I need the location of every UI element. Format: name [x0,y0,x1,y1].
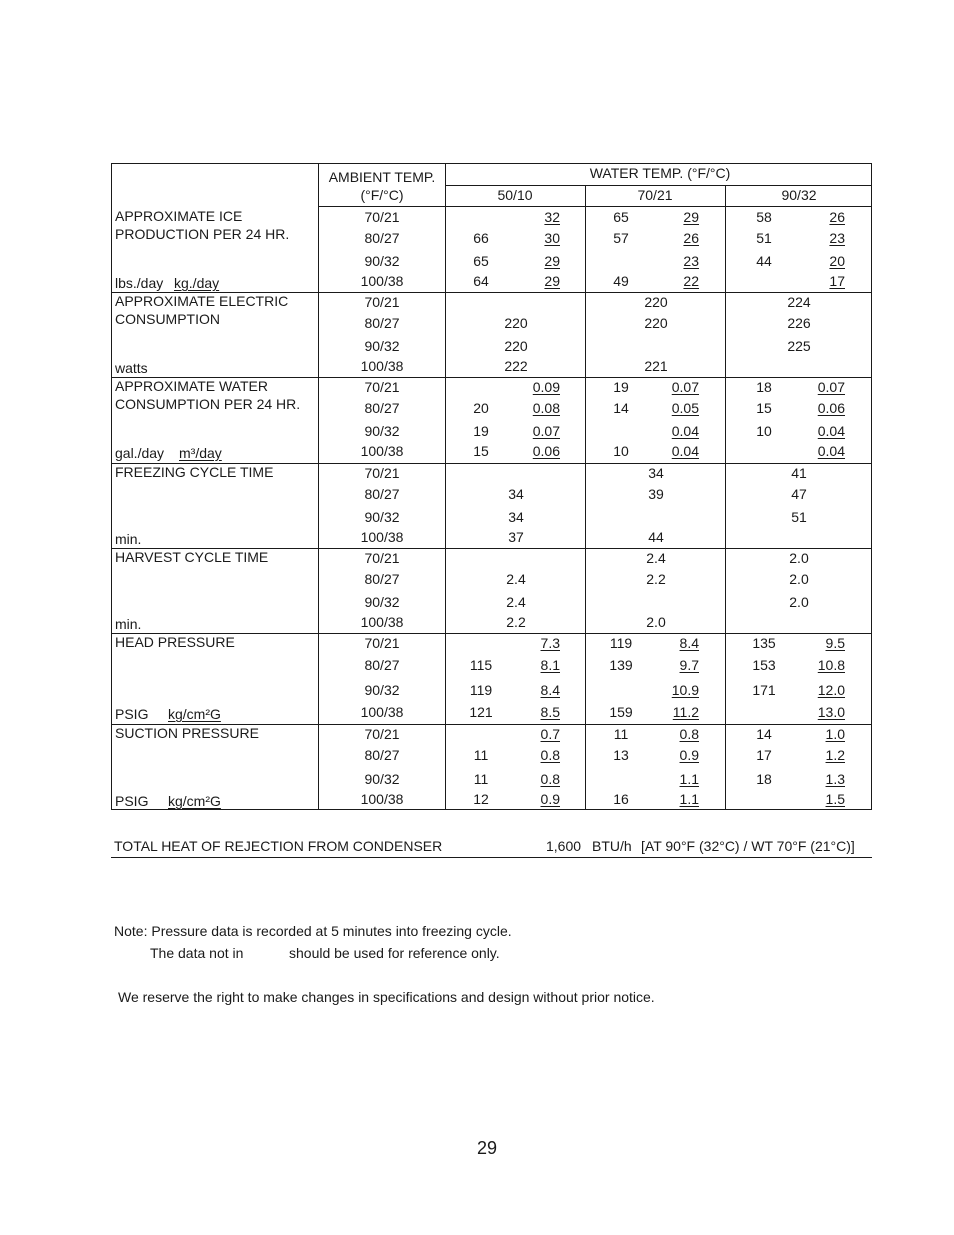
data-cell: 2.4 [506,571,526,587]
data-cell-imperial: 14 [613,400,629,416]
ambient-temp-cell: 90/32 [364,338,400,354]
section-label: APPROXIMATE ICE [115,208,243,224]
data-cell-metric: 0.05 [671,400,699,416]
ambient-temp-cell: 70/21 [364,635,400,651]
ambient-temp-cell: 90/32 [364,253,400,269]
data-cell-metric: 0.04 [671,443,699,459]
data-cell-imperial: 66 [473,230,489,246]
note-line-2a: The data not in [150,945,244,961]
data-cell-metric: 1.1 [679,771,699,787]
column-divider [725,186,726,809]
section-unit-metric: kg/cm²G [168,793,221,809]
data-cell-metric: 0.07 [532,423,560,439]
total-heat-condition: [AT 90°F (32°C) / WT 70°F (21°C)] [641,838,855,854]
data-cell-metric: 30 [544,230,560,246]
note-line-1: Note: Pressure data is recorded at 5 minutes into freezing cycle. [114,923,512,939]
ambient-temp-cell: 90/32 [364,771,400,787]
data-cell-metric: 8.1 [540,657,560,673]
water-header-divider [445,185,871,186]
data-cell-imperial: 119 [609,635,633,651]
ambient-temp-cell: 100/38 [360,614,404,630]
ambient-temp-cell: 100/38 [360,791,404,807]
section-unit: watts [115,360,148,376]
total-heat-rule [111,857,872,858]
data-cell-metric: 1.3 [825,771,845,787]
data-cell: 34 [508,509,524,525]
data-cell-metric: 0.8 [540,747,560,763]
data-cell-metric: 0.9 [540,791,560,807]
data-cell: 226 [787,315,811,331]
section-unit: PSIG [115,793,149,809]
data-cell-metric: 20 [829,253,845,269]
data-cell: 221 [644,358,668,374]
section-label: APPROXIMATE ELECTRIC [115,293,289,309]
data-cell: 220 [644,294,668,310]
data-cell-metric: 13.0 [817,704,845,720]
data-cell-imperial: 12 [473,791,489,807]
data-cell: 2.0 [789,594,809,610]
data-cell-imperial: 49 [613,273,629,289]
section-label: CONSUMPTION [115,311,220,327]
page-number: 29 [477,1138,498,1158]
data-cell: 51 [791,509,807,525]
data-cell-imperial: 17 [756,747,772,763]
data-cell-metric: 22 [683,273,699,289]
ambient-temp-cell: 100/38 [360,273,404,289]
data-cell: 220 [504,338,528,354]
section-label: HEAD PRESSURE [115,634,235,650]
ambient-temp-cell: 70/21 [364,550,400,566]
section-unit: gal./day [115,445,165,461]
data-cell-metric: 17 [829,273,845,289]
data-cell-imperial: 121 [469,704,493,720]
data-cell-metric: 23 [683,253,699,269]
data-cell-imperial: 135 [752,635,776,651]
data-cell-metric: 10.9 [671,682,699,698]
data-cell-imperial: 11 [473,771,489,787]
data-cell-imperial: 119 [469,682,493,698]
data-cell-metric: 0.7 [540,726,560,742]
ambient-temp-cell: 90/32 [364,682,400,698]
data-cell-metric: 0.04 [817,423,845,439]
data-cell-imperial: 10 [756,423,772,439]
data-cell-metric: 0.07 [817,379,845,395]
data-cell: 2.0 [789,550,809,566]
data-cell: 2.0 [646,614,666,630]
data-cell: 44 [648,529,664,545]
section-label: HARVEST CYCLE TIME [115,549,269,565]
data-cell-imperial: 65 [473,253,489,269]
section-label: SUCTION PRESSURE [115,725,259,741]
ambient-temp-cell: 80/27 [364,747,400,763]
data-cell-imperial: 15 [473,443,489,459]
data-cell-imperial: 64 [473,273,489,289]
data-cell-metric: 8.5 [540,704,560,720]
data-cell-imperial: 19 [473,423,489,439]
data-cell-metric: 8.4 [540,682,560,698]
data-cell-metric: 9.7 [679,657,699,673]
data-cell-metric: 0.9 [679,747,699,763]
section-unit: min. [115,616,142,632]
ambient-temp-cell: 70/21 [364,294,400,310]
section-label: PRODUCTION PER 24 HR. [115,226,290,242]
data-cell-imperial: 10 [613,443,629,459]
ambient-temp-cell: 100/38 [360,443,404,459]
ambient-temp-cell: 70/21 [364,379,400,395]
data-cell: 220 [644,315,668,331]
ambient-temp-cell: 80/27 [364,315,400,331]
data-cell-metric: 0.09 [532,379,560,395]
data-cell-metric: 11.2 [672,704,699,720]
ambient-temp-cell: 90/32 [364,594,400,610]
data-cell-imperial: 153 [752,657,776,673]
data-cell-imperial: 159 [609,704,633,720]
section-label: FREEZING CYCLE TIME [115,464,274,480]
column-divider [445,164,446,809]
total-heat-unit: BTU/h [592,838,632,854]
data-cell: 220 [504,315,528,331]
column-divider [585,186,586,809]
data-cell-imperial: 115 [469,657,493,673]
data-cell-imperial: 19 [613,379,629,395]
section-label: APPROXIMATE WATER [115,378,268,394]
ambient-temp-header: AMBIENT TEMP. [328,169,436,185]
data-cell-imperial: 139 [609,657,633,673]
total-heat-value: 1,600 [546,838,582,854]
data-cell-imperial: 57 [613,230,629,246]
ambient-temp-cell: 80/27 [364,486,400,502]
data-cell-metric: 29 [683,209,699,225]
section-unit-metric: kg./day [174,275,220,291]
data-cell-metric: 0.8 [540,771,560,787]
data-cell-metric: 12.0 [817,682,845,698]
ambient-temp-cell: 70/21 [364,726,400,742]
data-cell-metric: 9.5 [825,635,845,651]
data-cell-imperial: 14 [756,726,772,742]
data-cell-imperial: 58 [756,209,772,225]
ambient-temp-cell: 80/27 [364,657,400,673]
data-cell-metric: 26 [829,209,845,225]
section-unit-metric: m³/day [179,445,222,461]
data-cell-metric: 10.8 [817,657,845,673]
data-cell-metric: 1.2 [825,747,845,763]
ambient-temp-unit-header: (°F/°C) [360,187,404,203]
data-cell: 37 [508,529,524,545]
data-cell-metric: 29 [544,253,560,269]
ambient-temp-cell: 70/21 [364,209,400,225]
data-cell-imperial: 44 [756,253,772,269]
water-temp-col-header: 70/21 [637,187,673,203]
data-cell-metric: 1.0 [825,726,845,742]
section-unit: min. [115,531,142,547]
data-cell-metric: 0.06 [532,443,560,459]
data-cell-imperial: 15 [756,400,772,416]
data-cell-metric: 0.06 [817,400,845,416]
data-cell-metric: 1.5 [825,791,845,807]
data-cell-metric: 0.04 [817,443,845,459]
section-unit: lbs./day [115,275,164,291]
water-temp-col-header: 50/10 [497,187,533,203]
ambient-temp-cell: 90/32 [364,509,400,525]
data-cell-imperial: 51 [756,230,772,246]
data-cell-imperial: 16 [613,791,629,807]
data-cell-metric: 1.1 [679,791,699,807]
data-cell: 224 [787,294,811,310]
data-cell: 2.0 [789,571,809,587]
data-cell: 2.4 [506,594,526,610]
ambient-temp-cell: 100/38 [360,529,404,545]
data-cell: 47 [791,486,807,502]
header-divider [318,206,871,207]
ambient-temp-cell: 90/32 [364,423,400,439]
data-cell-metric: 0.04 [671,423,699,439]
data-cell-metric: 32 [544,209,560,225]
data-cell-metric: 29 [544,273,560,289]
section-label: CONSUMPTION PER 24 HR. [115,396,301,412]
data-cell: 225 [787,338,811,354]
data-cell: 41 [791,465,807,481]
ambient-temp-cell: 80/27 [364,400,400,416]
section-unit-metric: kg/cm²G [168,706,221,722]
data-cell-imperial: 18 [756,379,772,395]
data-cell: 2.2 [506,614,526,630]
data-cell-imperial: 11 [613,726,629,742]
data-cell-metric: 26 [683,230,699,246]
ambient-temp-cell: 70/21 [364,465,400,481]
section-unit: PSIG [115,706,149,722]
total-heat-label: TOTAL HEAT OF REJECTION FROM CONDENSER [114,838,443,854]
data-cell-metric: 7.3 [540,635,560,651]
column-divider [318,164,319,809]
data-cell: 2.4 [646,550,666,566]
data-cell-imperial: 20 [473,400,489,416]
disclaimer: We reserve the right to make changes in specifications and design without prior notice. [118,989,655,1005]
data-cell-metric: 23 [829,230,845,246]
data-cell-imperial: 18 [756,771,772,787]
data-cell-imperial: 13 [613,747,629,763]
data-cell-imperial: 11 [473,747,489,763]
ambient-temp-cell: 100/38 [360,704,404,720]
data-cell-metric: 0.8 [679,726,699,742]
data-cell-metric: 0.08 [532,400,560,416]
data-cell: 39 [648,486,664,502]
water-temp-col-header: 90/32 [781,187,817,203]
specification-table [111,163,872,810]
water-temp-header: WATER TEMP. (°F/°C) [589,165,731,181]
ambient-temp-cell: 80/27 [364,230,400,246]
data-cell: 222 [504,358,528,374]
data-cell-metric: 8.4 [679,635,699,651]
ambient-temp-cell: 80/27 [364,571,400,587]
data-cell-metric: 0.07 [671,379,699,395]
data-cell-imperial: 65 [613,209,629,225]
ambient-temp-cell: 100/38 [360,358,404,374]
data-cell: 34 [508,486,524,502]
data-cell-imperial: 171 [752,682,776,698]
data-cell: 34 [648,465,664,481]
note-line-2b: should be used for reference only. [289,945,500,961]
data-cell: 2.2 [646,571,666,587]
